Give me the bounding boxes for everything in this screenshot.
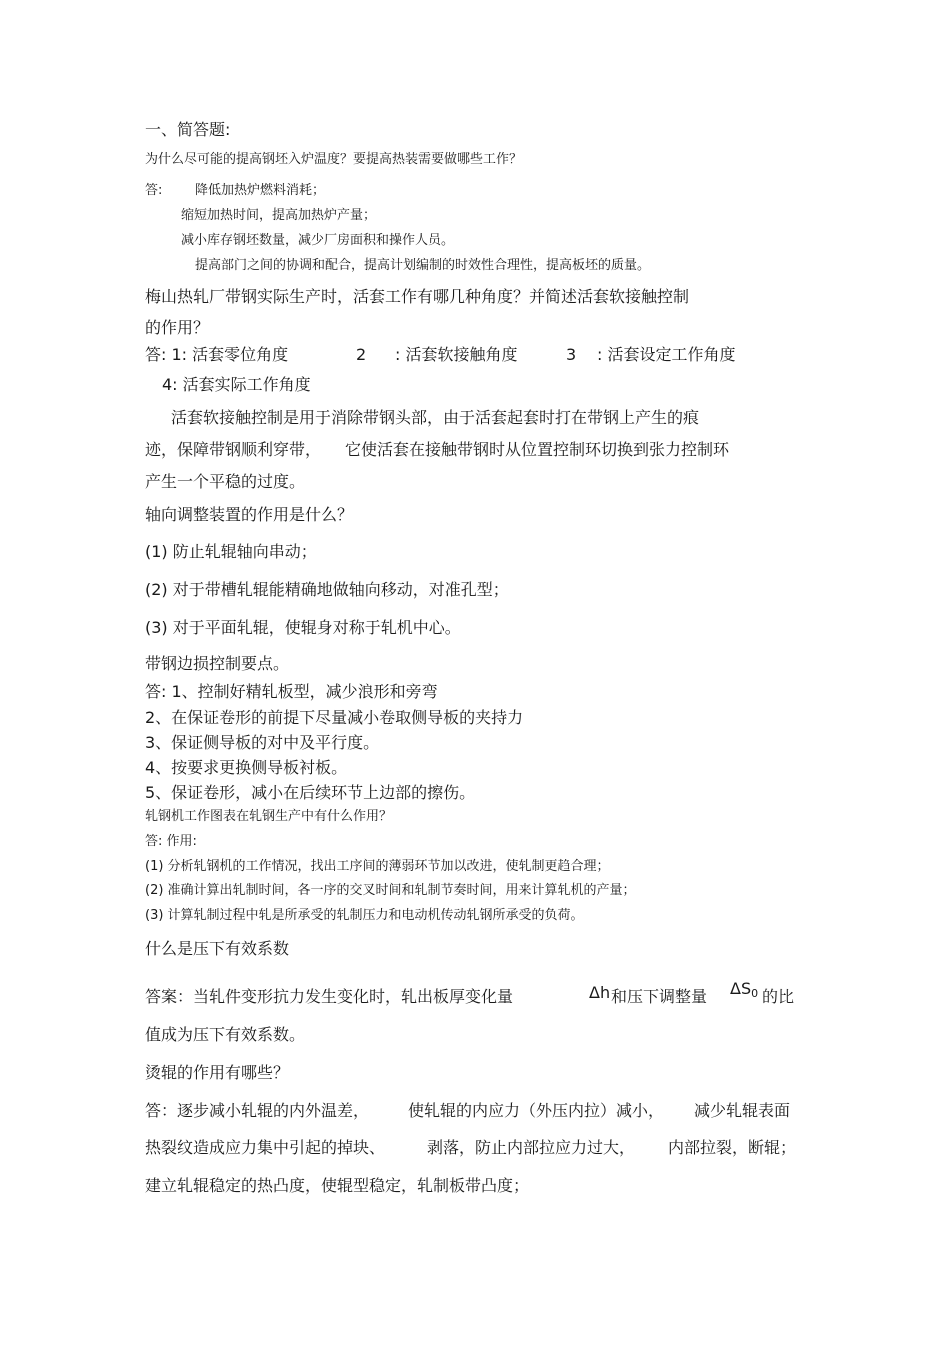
answer-4-item-3: 3、保证侧导板的对中及平行度。 bbox=[145, 733, 380, 752]
answer-3-item-1: (1) 防止轧辊轴向串动； bbox=[145, 542, 317, 561]
answer-4-item-5: 5、保证卷形，减小在后续环节上边部的擦伤。 bbox=[145, 783, 476, 802]
answer-7-line-2c: 内部拉裂，断辊； bbox=[668, 1138, 797, 1157]
answer-2-item-4: 4: 活套实际工作角度 bbox=[162, 375, 311, 394]
question-1: 为什么尽可能的提高钢坯入炉温度？要提高热装需要做哪些工作？ bbox=[145, 152, 523, 167]
answer-5-item-1: (1) 分析轧钢机的工作情况，找出工序间的薄弱环节加以改进，使轧制更趋合理； bbox=[145, 859, 610, 874]
answer-7-line-3: 建立轧辊稳定的热凸度，使辊型稳定，轧制板带凸度； bbox=[145, 1176, 530, 1195]
answer-6-line-2: 值成为压下有效系数。 bbox=[145, 1025, 306, 1044]
answer-6-line-1a: 答案：当轧件变形抗力发生变化时，轧出板厚变化量 bbox=[145, 987, 514, 1006]
answer-7-line-1a: 答：逐步减小轧辊的内外温差， bbox=[145, 1101, 370, 1120]
answer-3-item-2: (2) 对于带槽轧辊能精确地做轴向移动，对准孔型； bbox=[145, 580, 509, 599]
answer-2-para-line-3: 产生一个平稳的过度。 bbox=[145, 472, 306, 491]
question-4: 带钢边损控制要点。 bbox=[145, 654, 290, 673]
answer-1-label: 答: bbox=[145, 183, 163, 198]
answer-4-item-2: 2、在保证卷形的前提下尽量减小卷取侧导板的夹持力 bbox=[145, 708, 524, 727]
section-title: 一、简答题: bbox=[145, 120, 231, 139]
answer-1-line-3: 减小库存钢坯数量，减少厂房面积和操作人员。 bbox=[181, 233, 455, 248]
answer-3-item-3: (3) 对于平面轧辊，使辊身对称于轧机中心。 bbox=[145, 618, 461, 637]
answer-1-line-1: 降低加热炉燃料消耗； bbox=[195, 183, 326, 198]
answer-5-item-2: (2) 准确计算出轧制时间，各一序的交叉时间和轧制节奏时间，用来计算轧机的产量； bbox=[145, 883, 636, 898]
answer-2-num-3: 3 bbox=[566, 345, 577, 364]
answer-2-item-2: : 活套软接触角度 bbox=[395, 345, 518, 364]
answer-6-line-1b: 和压下调整量 bbox=[611, 987, 708, 1006]
answer-7-line-2b: 剥落，防止内部拉应力过大， bbox=[427, 1138, 636, 1157]
answer-2-para-line-1: 活套软接触控制是用于消除带钢头部，由于活套起套时打在带钢上产生的痕 bbox=[171, 408, 700, 427]
answer-2-para-line-2a: 迹，保障带钢顺利穿带， bbox=[145, 440, 322, 459]
delta-s0-symbol bbox=[730, 979, 759, 1000]
answer-7-line-1c: 减少轧辊表面 bbox=[694, 1101, 791, 1120]
question-3: 轴向调整装置的作用是什么？ bbox=[145, 505, 354, 524]
question-2-line-1: 梅山热轧厂带钢实际生产时，活套工作有哪几种角度？并简述活套软接触控制 bbox=[145, 287, 690, 306]
answer-4-item-4: 4、按要求更换侧导板衬板。 bbox=[145, 758, 348, 777]
question-5: 轧钢机工作图表在轧钢生产中有什么作用？ bbox=[145, 809, 393, 824]
answer-2-item-1: 答: 1: 活套零位角度 bbox=[145, 345, 289, 364]
question-2-line-2: 的作用？ bbox=[145, 318, 210, 337]
delta-h-symbol: Δh bbox=[589, 983, 611, 1002]
answer-7-line-2a: 热裂纹造成应力集中引起的掉块、 bbox=[145, 1138, 386, 1157]
question-7: 烫辊的作用有哪些？ bbox=[145, 1063, 290, 1082]
answer-7-line-1b: 使轧辊的内应力（外压内拉）减小， bbox=[408, 1101, 665, 1120]
answer-6-line-1c: 的比 bbox=[762, 987, 795, 1006]
delta-s-subscript: 0 bbox=[751, 987, 759, 1000]
answer-1-line-4: 提高部门之间的协调和配合，提高计划编制的时效性合理性，提高板坯的质量。 bbox=[195, 258, 651, 273]
delta-s-text: ΔS bbox=[730, 979, 752, 998]
answer-2-num-2: 2 bbox=[356, 345, 367, 364]
question-6: 什么是压下有效系数 bbox=[145, 939, 290, 958]
answer-1-line-2: 缩短加热时间，提高加热炉产量； bbox=[181, 208, 377, 223]
answer-2-item-3: : 活套设定工作角度 bbox=[597, 345, 736, 364]
answer-2-para-line-2b: 它使活套在接触带钢时从位置控制环切换到张力控制环 bbox=[345, 440, 730, 459]
answer-5-label: 答: 作用: bbox=[145, 834, 197, 849]
answer-5-item-3: (3) 计算轧制过程中轧是所承受的轧制压力和电动机传动轧钢所承受的负荷。 bbox=[145, 908, 584, 923]
answer-4-item-1: 答: 1、控制好精轧板型，减少浪形和旁弯 bbox=[145, 682, 438, 701]
